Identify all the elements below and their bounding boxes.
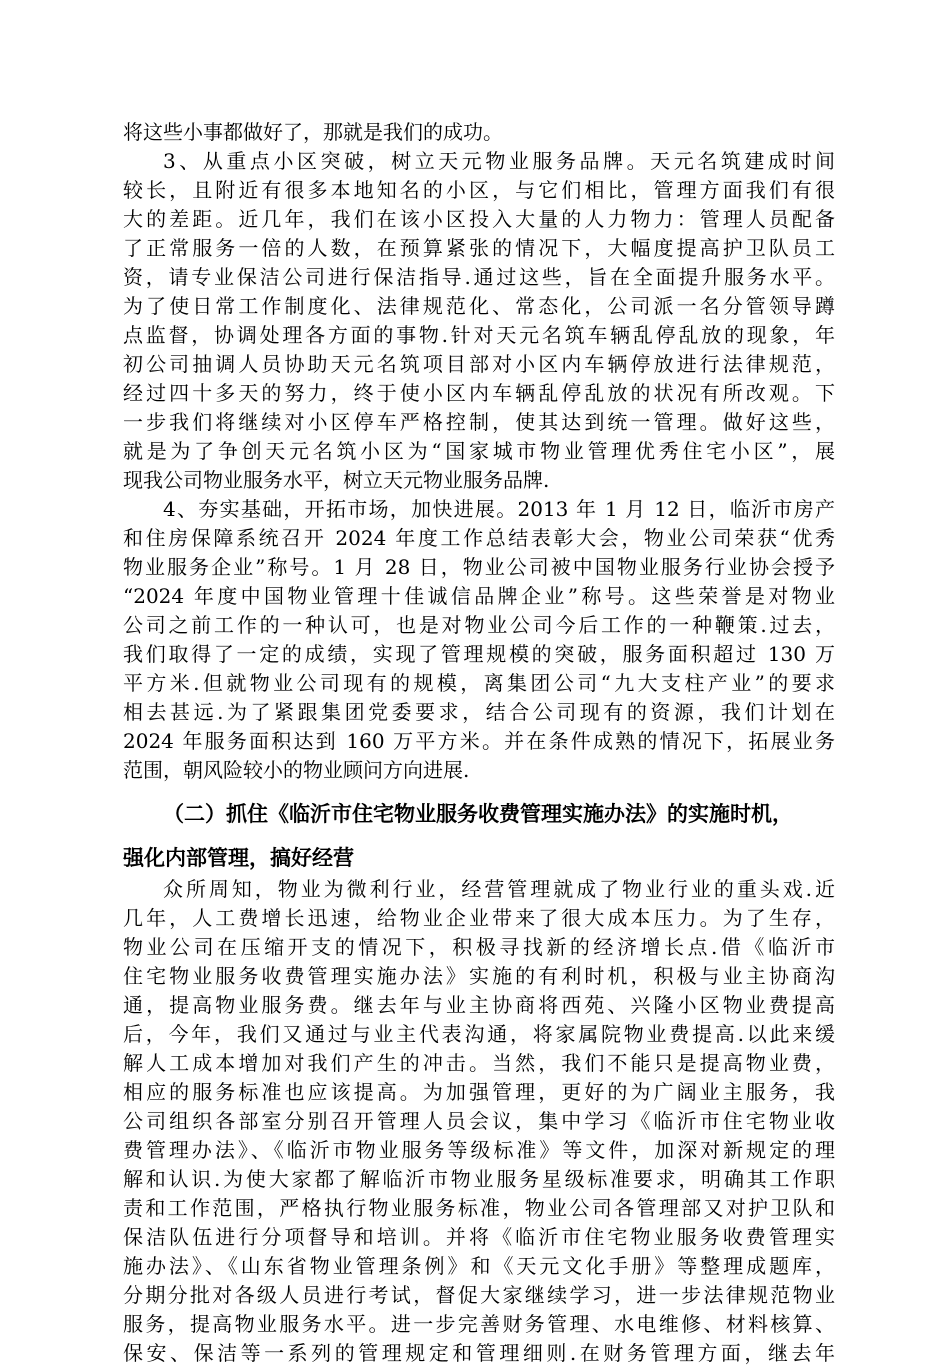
document-page <box>123 118 835 1368</box>
paragraph-4-line: 几年，人工费增长迅速，给物业企业带来了很大成本压力。为了生存， <box>123 906 835 930</box>
paragraph-4-line: 物业公司在压缩开支的情况下，积极寻找新的经济增长点.借《临沂市 <box>123 935 835 959</box>
section-heading-continuation: 强化内部管理，搞好经营 <box>123 845 354 870</box>
paragraph-4 <box>123 875 835 1368</box>
paragraph-2-line: 较长，且附近有很多本地知名的小区，与它们相比，管理方面我们有很 <box>123 178 835 202</box>
paragraph-4-line: 相应的服务标准也应该提高。为加强管理，更好的为广阔业主服务，我 <box>123 1080 835 1104</box>
paragraph-4-line: 保洁队伍进行分项督导和培训。并将《临沂市住宅物业服务收费管理实 <box>123 1225 835 1249</box>
paragraph-4-line: 施办法》、《山东省物业管理条例》和《天元文化手册》等整理成题库， <box>123 1254 835 1278</box>
paragraph-2-line: 就是为了争创天元名筑小区为“国家城市物业管理优秀住宅小区”，展 <box>123 439 835 463</box>
paragraph-4-line: 费管理办法》、《临沂市物业服务等级标准》等文件，加深对新规定的理 <box>123 1138 835 1162</box>
paragraph-2-line: 一步我们将继续对小区停车严格控制，使其达到统一管理。做好这些， <box>123 410 835 434</box>
paragraph-2-line: 了正常服务一倍的人数，在预算紧张的情况下，大幅度提高护卫队员工 <box>123 236 835 260</box>
paragraph-2-line: 现我公司物业服务水平，树立天元物业服务品牌. <box>123 468 550 492</box>
paragraph-2-line: 初公司抽调人员协助天元名筑项目部对小区内车辆停放进行法律规范， <box>123 352 835 376</box>
paragraph-2-line: 点监督，协调处理各方面的事物.针对天元名筑车辆乱停乱放的现象，年 <box>123 323 835 347</box>
paragraph-2-line: 大的差距。近几年，我们在该小区投入大量的人力物力：管理人员配备 <box>123 207 835 231</box>
paragraph-3-line: 和住房保障系统召开 2024 年度工作总结表彰大会，物业公司荣获“优秀 <box>123 526 835 550</box>
paragraph-4-line: 住宅物业服务收费管理实施办法》实施的有利时机，积极与业主协商沟 <box>123 964 835 988</box>
paragraph-3-line: 我们取得了一定的成绩，实现了管理规模的突破，服务面积超过 130 万 <box>123 642 835 666</box>
paragraph-3-line: 2024 年服务面积达到 160 万平方米。并在条件成熟的情况下，拓展业务 <box>123 729 835 753</box>
paragraph-3-line: 相去甚远.为了紧跟集团党委要求，结合公司现有的资源，我们计划在 <box>123 700 835 724</box>
paragraph-4-line: 解和认识.为使大家都了解临沂市物业服务星级标准要求，明确其工作职 <box>123 1167 835 1191</box>
paragraph-3-line: “2024 年度中国物业管理十佳诚信品牌企业”称号。这些荣誉是对物业 <box>123 584 835 608</box>
paragraph-2-line: 资，请专业保洁公司进行保洁指导.通过这些，旨在全面提升服务水平。 <box>123 265 835 289</box>
paragraph-2-line: 3、从重点小区突破，树立天元物业服务品牌。天元名筑建成时间 <box>163 149 835 173</box>
paragraph-4-line: 服务，提高物业服务水平。进一步完善财务管理、水电维修、材料核算、 <box>123 1312 835 1336</box>
paragraph-4-line: 通，提高物业服务费。继去年与业主协商将西苑、兴隆小区物业费提高 <box>123 993 835 1017</box>
paragraph-4-line: 后，今年，我们又通过与业主代表沟通，将家属院物业费提高.以此来缓 <box>123 1022 835 1046</box>
paragraph-3-line: 物业服务企业”称号。1 月 28 日，物业公司被中国物业服务行业协会授予 <box>123 555 835 579</box>
section-heading: （二）抓住《临沂市住宅物业服务收费管理实施办法》的实施时机， <box>163 801 793 826</box>
paragraph-2-line: 经过四十多天的努力，终于使小区内车辆乱停乱放的状况有所改观。下 <box>123 381 835 405</box>
paragraph-4-line: 责和工作范围，严格执行物业服务标准，物业公司各管理部又对护卫队和 <box>123 1196 835 1220</box>
paragraph-3-line: 范围，朝风险较小的物业顾问方向进展. <box>123 758 470 782</box>
paragraph-4-line: 保安、保洁等一系列的管理规定和管理细则.在财务管理方面，继去年 <box>123 1341 835 1365</box>
paragraph-2-line: 为了使日常工作制度化、法律规范化、常态化，公司派一名分管领导蹲 <box>123 294 835 318</box>
paragraph-3-line: 4、夯实基础，开拓市场，加快进展。2013 年 1 月 12 日，临沂市房产 <box>163 497 835 521</box>
paragraph-4-line: 公司组织各部室分别召开管理人员会议，集中学习《临沂市住宅物业收 <box>123 1109 835 1133</box>
paragraph-3-line: 公司之前工作的一种认可，也是对物业公司今后工作的一种鞭策.过去， <box>123 613 835 637</box>
paragraph-2 <box>123 147 835 495</box>
paragraph-3-line: 平方米.但就物业公司现有的规模，离集团公司“九大支柱产业”的要求 <box>123 671 835 695</box>
paragraph-3 <box>123 495 835 785</box>
paragraph-4-line: 分期分批对各级人员进行考试，督促大家继续学习，进一步法律规范物业 <box>123 1283 835 1307</box>
paragraph-1-line: 将这些小事都做好了，那就是我们的成功。 <box>123 120 503 144</box>
paragraph-4-line: 解人工成本增加对我们产生的冲击。当然，我们不能只是提高物业费， <box>123 1051 835 1075</box>
paragraph-4-line: 众所周知，物业为微利行业，经营管理就成了物业行业的重头戏.近 <box>163 877 835 901</box>
